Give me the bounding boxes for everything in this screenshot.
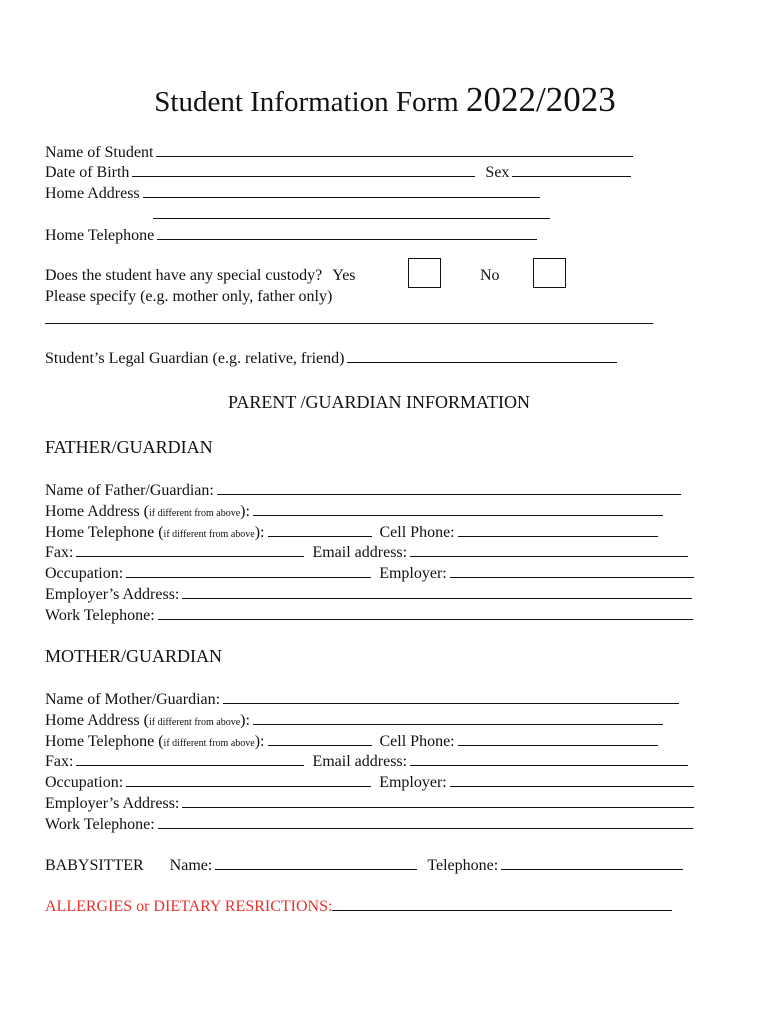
father-employer-address-field[interactable] bbox=[182, 584, 692, 599]
father-occupation-label: Occupation: bbox=[45, 565, 124, 582]
father-employer-address-row bbox=[45, 584, 692, 604]
custody-question: Does the student have any special custody? bbox=[45, 267, 323, 284]
father-fax-label: Fax: bbox=[45, 544, 74, 561]
mother-email-label: Email address: bbox=[312, 753, 408, 770]
home-telephone-row bbox=[45, 225, 537, 245]
father-name-field[interactable] bbox=[217, 480, 681, 495]
mother-employer-label: Employer: bbox=[379, 774, 447, 791]
father-telephone-label: Home Telephone ( bbox=[45, 524, 164, 541]
father-fax-field[interactable] bbox=[76, 542, 304, 557]
father-employer-field[interactable] bbox=[450, 563, 694, 578]
dob-field[interactable] bbox=[132, 162, 475, 177]
legal-guardian-row bbox=[45, 348, 617, 368]
mother-telephone-label: Home Telephone ( bbox=[45, 733, 164, 750]
mother-telephone-close: ): bbox=[254, 733, 265, 750]
mother-heading: MOTHER/GUARDIAN bbox=[45, 646, 222, 666]
student-name-label: Name of Student bbox=[45, 144, 154, 161]
mother-occupation-field[interactable] bbox=[126, 772, 371, 787]
mother-work-telephone-row bbox=[45, 814, 693, 834]
mother-employer-address-row bbox=[45, 793, 694, 813]
father-work-telephone-field[interactable] bbox=[158, 605, 693, 620]
parent-guardian-section-title: PARENT /GUARDIAN INFORMATION bbox=[227, 392, 531, 412]
custody-specify-line-row bbox=[45, 309, 653, 329]
babysitter-telephone-label: Telephone: bbox=[427, 857, 499, 874]
custody-yes-label: Yes bbox=[332, 267, 356, 284]
mother-name-row bbox=[45, 689, 679, 709]
mother-telephone-row bbox=[45, 731, 658, 751]
father-address-row bbox=[45, 501, 663, 521]
custody-specify-label: Please specify (e.g. mother only, father only) bbox=[45, 288, 333, 305]
student-name-field[interactable] bbox=[156, 142, 633, 157]
father-telephone-row bbox=[45, 522, 658, 542]
mother-address-label: Home Address ( bbox=[45, 712, 149, 729]
father-name-row bbox=[45, 480, 681, 500]
mother-cell-field[interactable] bbox=[458, 731, 658, 746]
father-telephone-close: ): bbox=[254, 524, 265, 541]
form-title bbox=[0, 80, 770, 120]
father-cell-label: Cell Phone: bbox=[379, 524, 455, 541]
father-heading: FATHER/GUARDIAN bbox=[45, 437, 213, 457]
father-address-close: ): bbox=[240, 503, 250, 520]
mother-name-field[interactable] bbox=[223, 689, 679, 704]
mother-employer-address-label: Employer’s Address: bbox=[45, 795, 180, 812]
custody-specify-row bbox=[45, 287, 332, 307]
father-telephone-field[interactable] bbox=[268, 522, 372, 537]
babysitter-name-field[interactable] bbox=[215, 855, 417, 870]
babysitter-heading: BABYSITTER bbox=[45, 857, 144, 874]
mother-address-note: if different from above bbox=[148, 717, 241, 728]
babysitter-telephone-field[interactable] bbox=[501, 855, 683, 870]
form-year: 2022/2023 bbox=[466, 80, 616, 119]
mother-address-row bbox=[45, 710, 663, 730]
form-title-text: Student Information Form bbox=[154, 86, 459, 118]
father-telephone-note: if different from above bbox=[163, 529, 255, 540]
mother-work-telephone-field[interactable] bbox=[158, 814, 693, 829]
mother-employer-address-field[interactable] bbox=[182, 793, 694, 808]
student-name-row bbox=[45, 142, 633, 162]
mother-address-close: ): bbox=[240, 712, 250, 729]
father-occupation-field[interactable] bbox=[126, 563, 371, 578]
home-telephone-field[interactable] bbox=[157, 225, 537, 240]
father-occupation-row bbox=[45, 563, 694, 583]
father-work-telephone-row bbox=[45, 605, 693, 625]
father-cell-field[interactable] bbox=[458, 522, 658, 537]
father-email-label: Email address: bbox=[312, 544, 408, 561]
legal-guardian-label: Student’s Legal Guardian (e.g. relative, friend) bbox=[45, 350, 345, 367]
mother-email-field[interactable] bbox=[410, 751, 688, 766]
home-address-row-2 bbox=[153, 204, 550, 224]
mother-telephone-note: if different from above bbox=[163, 738, 255, 749]
mother-name-label: Name of Mother/Guardian: bbox=[45, 691, 221, 708]
dob-row bbox=[45, 162, 631, 182]
home-address-label: Home Address bbox=[45, 185, 140, 202]
allergies-label: ALLERGIES or DIETARY RESRICTIONS: bbox=[45, 898, 333, 915]
father-employer-label: Employer: bbox=[379, 565, 447, 582]
home-address-row bbox=[45, 183, 540, 203]
custody-no-checkbox[interactable] bbox=[533, 258, 566, 288]
father-work-telephone-label: Work Telephone: bbox=[45, 607, 155, 624]
custody-no-label: No bbox=[480, 267, 500, 284]
sex-label: Sex bbox=[485, 164, 510, 181]
father-email-field[interactable] bbox=[410, 542, 688, 557]
father-name-label: Name of Father/Guardian: bbox=[45, 482, 214, 499]
sex-field[interactable] bbox=[512, 162, 631, 177]
custody-no-row bbox=[480, 266, 500, 286]
allergies-row bbox=[45, 896, 672, 916]
mother-fax-row bbox=[45, 751, 688, 771]
mother-work-telephone-label: Work Telephone: bbox=[45, 816, 155, 833]
father-fax-row bbox=[45, 542, 688, 562]
mother-occupation-row bbox=[45, 772, 694, 792]
allergies-field[interactable] bbox=[332, 896, 672, 911]
mother-cell-label: Cell Phone: bbox=[379, 733, 455, 750]
legal-guardian-field[interactable] bbox=[347, 348, 617, 363]
mother-telephone-field[interactable] bbox=[268, 731, 372, 746]
custody-specify-field[interactable] bbox=[45, 309, 653, 324]
father-address-field[interactable] bbox=[253, 501, 663, 516]
custody-row bbox=[45, 266, 356, 286]
custody-yes-checkbox[interactable] bbox=[408, 258, 441, 288]
babysitter-name-label: Name: bbox=[169, 857, 213, 874]
home-address-field[interactable] bbox=[143, 183, 540, 198]
babysitter-row bbox=[45, 855, 683, 875]
mother-employer-field[interactable] bbox=[450, 772, 694, 787]
father-employer-address-label: Employer’s Address: bbox=[45, 586, 180, 603]
mother-fax-label: Fax: bbox=[45, 753, 74, 770]
father-address-label: Home Address ( bbox=[45, 503, 149, 520]
dob-label: Date of Birth bbox=[45, 164, 130, 181]
home-address-field-2[interactable] bbox=[153, 204, 550, 219]
father-address-note: if different from above bbox=[148, 508, 241, 519]
mother-occupation-label: Occupation: bbox=[45, 774, 124, 791]
mother-fax-field[interactable] bbox=[76, 751, 304, 766]
mother-address-field[interactable] bbox=[253, 710, 663, 725]
home-telephone-label: Home Telephone bbox=[45, 227, 155, 244]
